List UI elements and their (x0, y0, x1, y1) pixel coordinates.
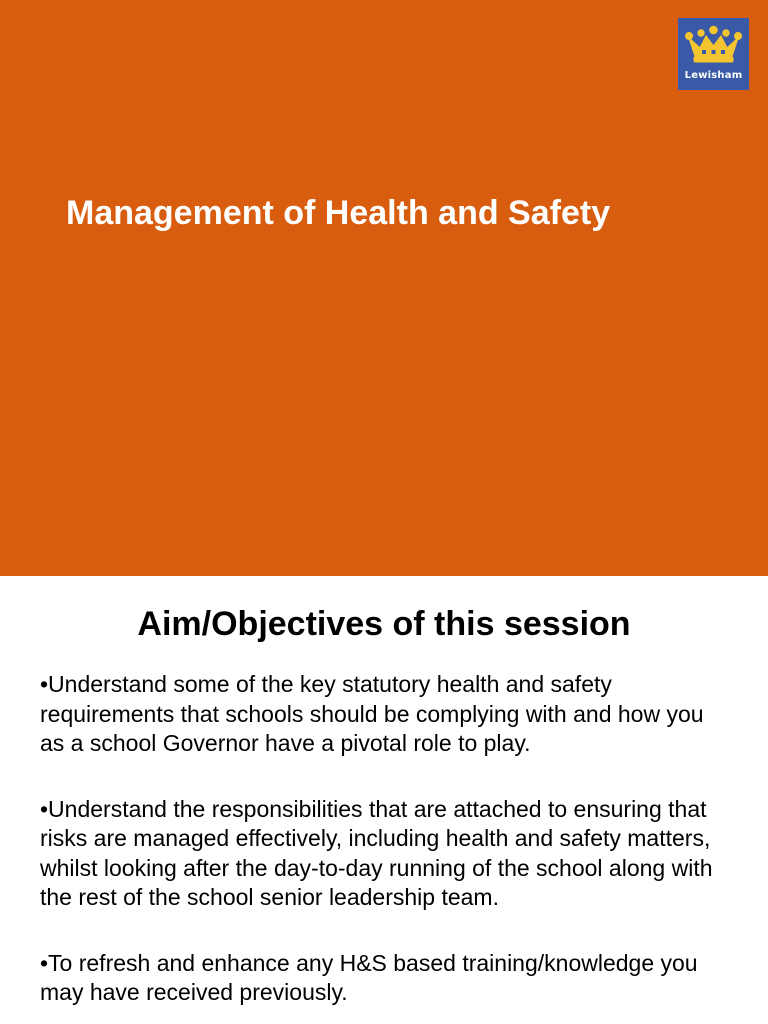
list-item: •Understand some of the key statutory health and safety requirements that schools should be complying with and how you as a school Governor have a pivotal role to play. (40, 671, 704, 756)
list-item: •To refresh and enhance any H&S based training/knowledge you may have received previously. (40, 949, 698, 1005)
presentation-title: Management of Health and Safety (66, 194, 611, 232)
list-item: •Understand the responsibilities that are attached to ensuring that risks are managed effectively, including health and safety matters, whilst looking after the day-to-day running of the school along with the rest of the school senior leadership team. (40, 795, 713, 910)
objectives-list (40, 670, 730, 1024)
logo-text: Lewisham (684, 70, 743, 81)
objectives-heading: Aim/Objectives of this session (137, 605, 631, 643)
lewisham-logo (678, 18, 749, 90)
crown-icon (683, 24, 744, 68)
objectives-slide (0, 576, 768, 1024)
